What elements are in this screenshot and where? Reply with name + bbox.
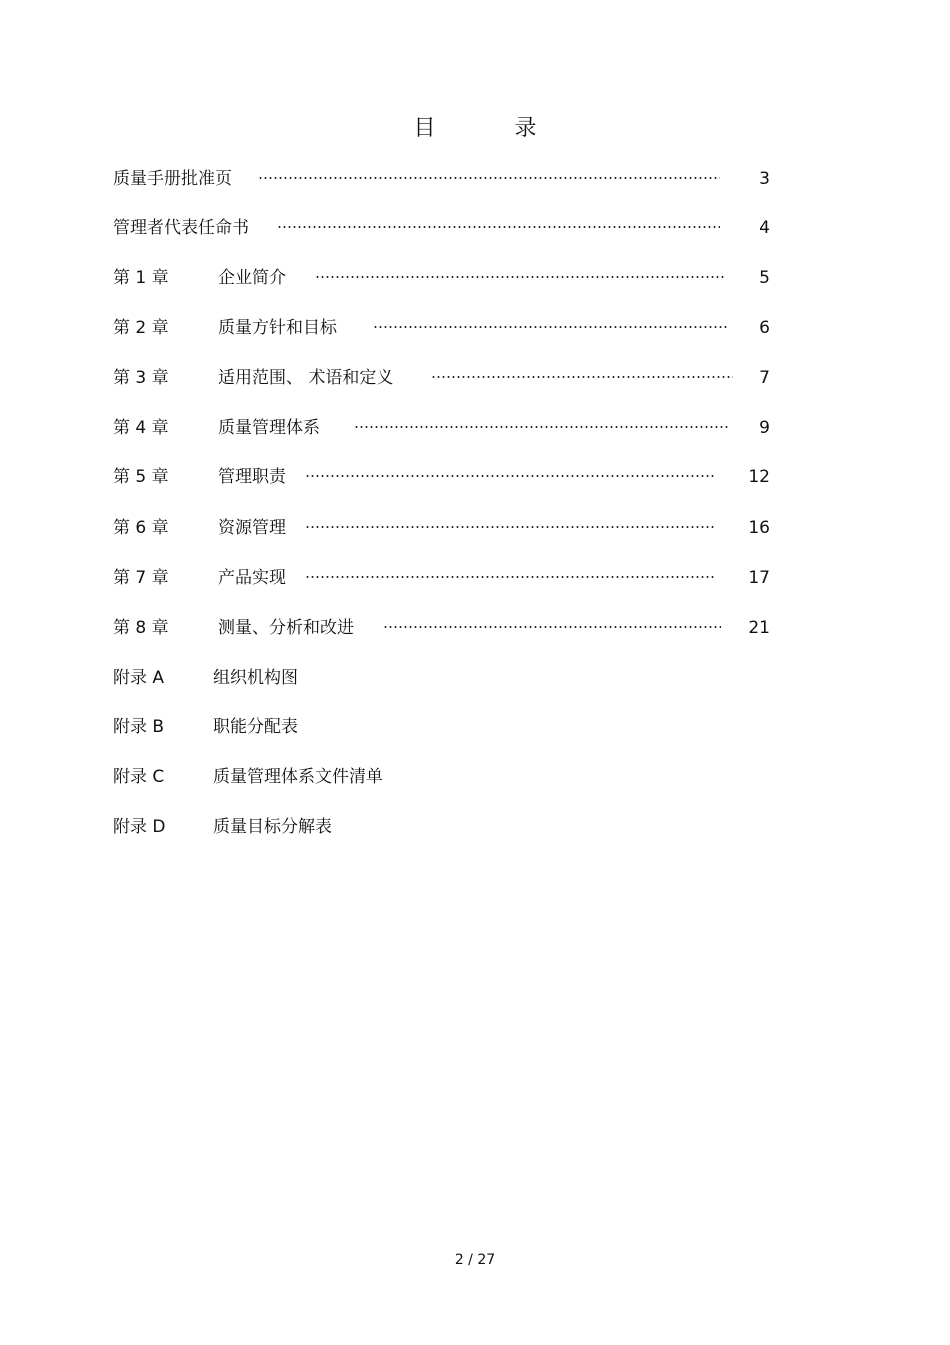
toc-leader-dots: [277, 226, 720, 228]
toc-appendix-c[interactable]: [113, 765, 513, 789]
toc-appendix-label: 附录 B: [113, 717, 165, 737]
toc-page-number: 7: [759, 368, 770, 388]
toc-page-number: 3: [759, 169, 770, 189]
toc-chapter-6[interactable]: [113, 516, 773, 540]
toc-item-title: 质量目标分解表: [213, 817, 332, 837]
toc-leader-dots: [305, 576, 715, 578]
toc-chapter-label: 第 5 章: [113, 467, 169, 487]
toc-leader-dots: [315, 276, 724, 278]
toc-page-number: 17: [748, 568, 770, 588]
toc-item-title: 质量手册批准页: [113, 169, 232, 189]
toc-leader-dots: [305, 526, 715, 528]
toc-page-number: 4: [759, 218, 770, 238]
toc-page-number: 6: [759, 318, 770, 338]
toc-chapter-3[interactable]: [113, 366, 773, 390]
toc-leader-dots: [305, 475, 715, 477]
toc-item-title: 适用范围、 术语和定义: [218, 368, 394, 388]
toc-item-title: 质量管理体系: [218, 418, 320, 438]
toc-item-approval-page[interactable]: [113, 167, 773, 191]
toc-item-title: 质量方针和目标: [218, 318, 337, 338]
toc-leader-dots: [431, 376, 733, 378]
toc-item-title: 质量管理体系文件清单: [213, 767, 383, 787]
toc-appendix-label: 附录 C: [113, 767, 165, 787]
toc-chapter-5[interactable]: [113, 465, 773, 489]
toc-appendix-label: 附录 A: [113, 668, 165, 688]
toc-page-number: 5: [759, 268, 770, 288]
page-title: 目 录: [413, 116, 573, 141]
toc-item-title: 职能分配表: [213, 717, 298, 737]
toc-chapter-8[interactable]: [113, 616, 773, 640]
toc-chapter-label: 第 4 章: [113, 418, 169, 438]
toc-page-number: 21: [748, 618, 770, 638]
toc-chapter-label: 第 7 章: [113, 568, 169, 588]
toc-leader-dots: [383, 626, 721, 628]
toc-page-number: 12: [748, 467, 770, 487]
toc-item-representative-appointment[interactable]: [113, 216, 773, 240]
toc-chapter-label: 第 3 章: [113, 368, 169, 388]
toc-page-number: 16: [748, 518, 770, 538]
toc-leader-dots: [373, 326, 728, 328]
toc-item-title: 产品实现: [218, 568, 286, 588]
toc-item-title: 资源管理: [218, 518, 286, 538]
toc-item-title: 企业简介: [218, 268, 286, 288]
toc-appendix-label: 附录 D: [113, 817, 166, 837]
toc-chapter-2[interactable]: [113, 316, 773, 340]
toc-page-number: 9: [759, 418, 770, 438]
toc-appendix-b[interactable]: [113, 715, 513, 739]
toc-item-title: 管理者代表任命书: [113, 218, 249, 238]
toc-chapter-label: 第 1 章: [113, 268, 169, 288]
toc-item-title: 测量、分析和改进: [218, 618, 354, 638]
toc-item-title: 管理职责: [218, 467, 286, 487]
toc-leader-dots: [258, 177, 720, 179]
toc-appendix-a[interactable]: [113, 666, 513, 690]
toc-chapter-label: 第 6 章: [113, 518, 169, 538]
page-indicator: 2 / 27: [454, 1252, 496, 1268]
toc-leader-dots: [354, 426, 728, 428]
toc-chapter-label: 第 8 章: [113, 618, 169, 638]
toc-chapter-7[interactable]: [113, 566, 773, 590]
toc-chapter-4[interactable]: [113, 416, 773, 440]
toc-appendix-d[interactable]: [113, 815, 513, 839]
toc-chapter-label: 第 2 章: [113, 318, 169, 338]
toc-item-title: 组织机构图: [213, 668, 298, 688]
toc-chapter-1[interactable]: [113, 266, 773, 290]
